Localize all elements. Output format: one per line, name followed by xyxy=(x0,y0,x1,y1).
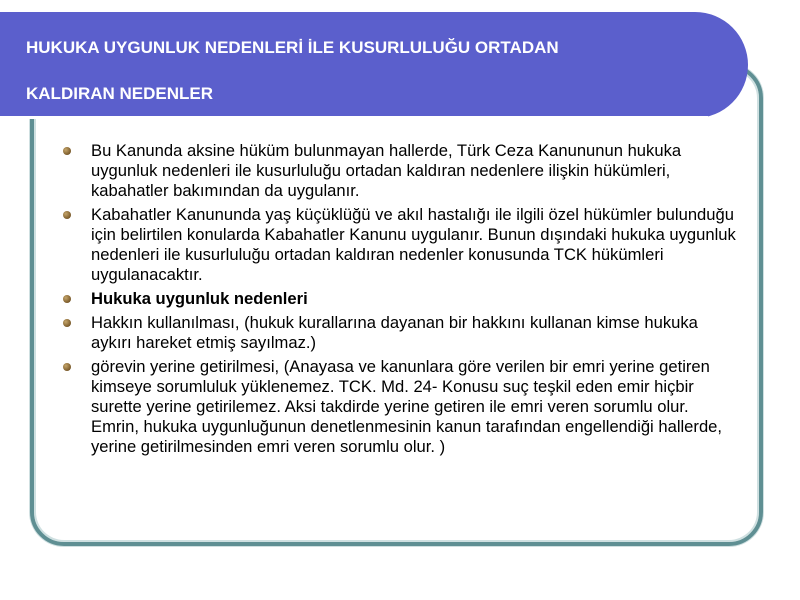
bullet-item xyxy=(60,205,740,285)
bullet-dot-icon xyxy=(63,295,71,303)
slide-title-line-1: HUKUKA UYGUNLUK NEDENLERİ İLE KUSURLULUĞU ORTADAN xyxy=(26,38,559,57)
bullet-list xyxy=(60,141,740,461)
bullet-dot-icon xyxy=(63,319,71,327)
title-band xyxy=(0,12,748,118)
bullet-text: Bu Kanunda aksine hüküm bulunmayan hallerde, Türk Ceza Kanununun hukuka uygunluk nedenleri ile kusurluluğu ortadan kaldıran nedenlere ilişkin hükümleri, kabahatler bakımından da uygulanır. xyxy=(91,141,682,200)
bullet-text: Hakkın kullanılması, (hukuk kurallarına dayanan bir hakkını kullanan kimse hukuka aykırı hareket etmiş sayılmaz.) xyxy=(91,313,698,352)
bullet-dot-icon xyxy=(63,147,71,155)
bullet-item xyxy=(60,141,740,201)
bullet-dot-icon xyxy=(63,363,71,371)
bullet-text: Kabahatler Kanununda yaş küçüklüğü ve akıl hastalığı ile ilgili özel hükümler bulunduğu için belirtilen konularda Kabahatler Kanunu uygulanır. Bunun dışındaki hukuka uygunluk nedenleri ile kusurluluğu ortadan kaldıran nedenler konusunda TCK hükümleri uygulanacaktır. xyxy=(91,205,736,284)
bullet-item-heading xyxy=(60,289,740,309)
slide-title xyxy=(26,36,726,105)
bullet-dot-icon xyxy=(63,211,71,219)
title-underline xyxy=(0,116,708,119)
bullet-item xyxy=(60,357,740,457)
slide-title-line-2: KALDIRAN NEDENLER xyxy=(26,84,213,103)
slide-title-gap xyxy=(26,59,726,82)
bullet-text: görevin yerine getirilmesi, (Anayasa ve kanunlara göre verilen bir emri yerine getiren kimseye sorumluluk yüklenemez. TCK. Md. 24- Konusu suç teşkil eden emir hiçbir surette yerine getirilemez. Aksi takdirde yerine getiren ile emri veren sorumlu olur. Emrin, hukuka uygunluğunun denetlenmesinin kanun tarafından engellendiği hallerde, yerine getirilmesinden emri veren sorumlu olur. ) xyxy=(91,357,723,456)
bullet-text: Hukuka uygunluk nedenleri xyxy=(91,289,308,308)
bullet-item xyxy=(60,313,740,353)
